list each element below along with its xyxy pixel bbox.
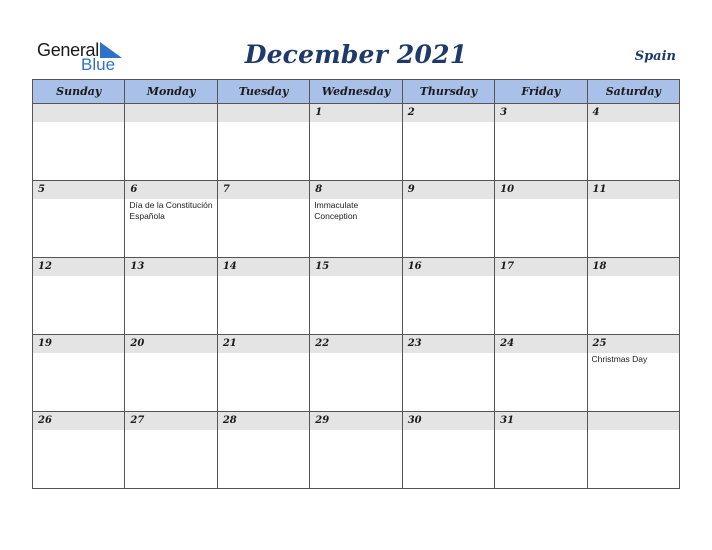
day-cell bbox=[217, 181, 309, 258]
day-cell bbox=[402, 104, 494, 181]
day-cell bbox=[402, 181, 494, 258]
day-cell bbox=[402, 412, 494, 489]
day-cell bbox=[402, 258, 494, 335]
country-label: Spain bbox=[634, 49, 676, 64]
day-cell bbox=[495, 258, 587, 335]
weekday-thursday: Thursday bbox=[402, 80, 494, 104]
day-cell bbox=[125, 412, 217, 489]
day-number bbox=[33, 104, 124, 122]
calendar-grid bbox=[32, 79, 680, 489]
day-cell bbox=[125, 181, 217, 258]
holiday-label: Día de la Constitución Española bbox=[129, 200, 213, 221]
day-number: 27 bbox=[125, 412, 216, 430]
day-number: 26 bbox=[33, 412, 124, 430]
day-cell bbox=[310, 181, 402, 258]
empty-day-cell bbox=[587, 412, 679, 489]
day-number: 12 bbox=[33, 258, 124, 276]
day-number bbox=[218, 104, 309, 122]
day-number: 4 bbox=[588, 104, 679, 122]
weekday-saturday: Saturday bbox=[587, 80, 679, 104]
day-number: 23 bbox=[403, 335, 494, 353]
day-number: 15 bbox=[310, 258, 401, 276]
day-number: 21 bbox=[218, 335, 309, 353]
day-number: 24 bbox=[495, 335, 586, 353]
holiday-label: Immaculate Conception bbox=[314, 200, 359, 221]
day-number: 8 bbox=[310, 181, 401, 199]
day-cell bbox=[495, 104, 587, 181]
day-number: 16 bbox=[403, 258, 494, 276]
week-row bbox=[33, 335, 680, 412]
day-cell bbox=[495, 335, 587, 412]
day-number: 13 bbox=[125, 258, 216, 276]
day-number: 7 bbox=[218, 181, 309, 199]
day-number: 18 bbox=[588, 258, 679, 276]
day-cell bbox=[587, 104, 679, 181]
day-cell bbox=[495, 181, 587, 258]
day-number: 20 bbox=[125, 335, 216, 353]
weekday-sunday: Sunday bbox=[33, 80, 125, 104]
calendar-title: December 2021 bbox=[244, 40, 468, 69]
week-row bbox=[33, 104, 680, 181]
day-cell bbox=[587, 181, 679, 258]
day-cell bbox=[587, 335, 679, 412]
weekday-header-row bbox=[33, 80, 680, 104]
day-number: 9 bbox=[403, 181, 494, 199]
day-cell bbox=[125, 335, 217, 412]
day-number: 5 bbox=[33, 181, 124, 199]
day-cell bbox=[495, 412, 587, 489]
weekday-monday: Monday bbox=[125, 80, 217, 104]
holiday-label: Christmas Day bbox=[591, 354, 648, 364]
day-number: 11 bbox=[588, 181, 679, 199]
day-number bbox=[125, 104, 216, 122]
empty-day-cell bbox=[33, 104, 125, 181]
weekday-tuesday: Tuesday bbox=[217, 80, 309, 104]
day-cell bbox=[217, 412, 309, 489]
day-cell bbox=[217, 335, 309, 412]
week-row bbox=[33, 258, 680, 335]
day-number: 1 bbox=[310, 104, 401, 122]
day-cell bbox=[310, 258, 402, 335]
day-cell bbox=[587, 258, 679, 335]
day-number: 6 bbox=[125, 181, 216, 199]
day-number: 22 bbox=[310, 335, 401, 353]
day-number: 3 bbox=[495, 104, 586, 122]
day-cell bbox=[33, 258, 125, 335]
day-number: 28 bbox=[218, 412, 309, 430]
week-row bbox=[33, 181, 680, 258]
day-number: 25 bbox=[588, 335, 679, 353]
logo-word-blue: Blue bbox=[81, 55, 116, 74]
day-number: 14 bbox=[218, 258, 309, 276]
day-number: 30 bbox=[403, 412, 494, 430]
day-cell bbox=[310, 104, 402, 181]
day-cell bbox=[125, 258, 217, 335]
weekday-friday: Friday bbox=[495, 80, 587, 104]
day-cell bbox=[310, 335, 402, 412]
weekday-wednesday: Wednesday bbox=[310, 80, 402, 104]
empty-day-cell bbox=[217, 104, 309, 181]
day-cell bbox=[33, 181, 125, 258]
day-cell bbox=[402, 335, 494, 412]
empty-day-cell bbox=[125, 104, 217, 181]
week-row bbox=[33, 412, 680, 489]
day-number: 17 bbox=[495, 258, 586, 276]
day-cell bbox=[217, 258, 309, 335]
day-number: 2 bbox=[403, 104, 494, 122]
day-cell bbox=[33, 412, 125, 489]
logo-word-general: General bbox=[37, 40, 99, 60]
day-number: 19 bbox=[33, 335, 124, 353]
day-number: 10 bbox=[495, 181, 586, 199]
day-number bbox=[588, 412, 679, 430]
day-number: 31 bbox=[495, 412, 586, 430]
day-cell bbox=[33, 335, 125, 412]
day-number: 29 bbox=[310, 412, 401, 430]
day-cell bbox=[310, 412, 402, 489]
